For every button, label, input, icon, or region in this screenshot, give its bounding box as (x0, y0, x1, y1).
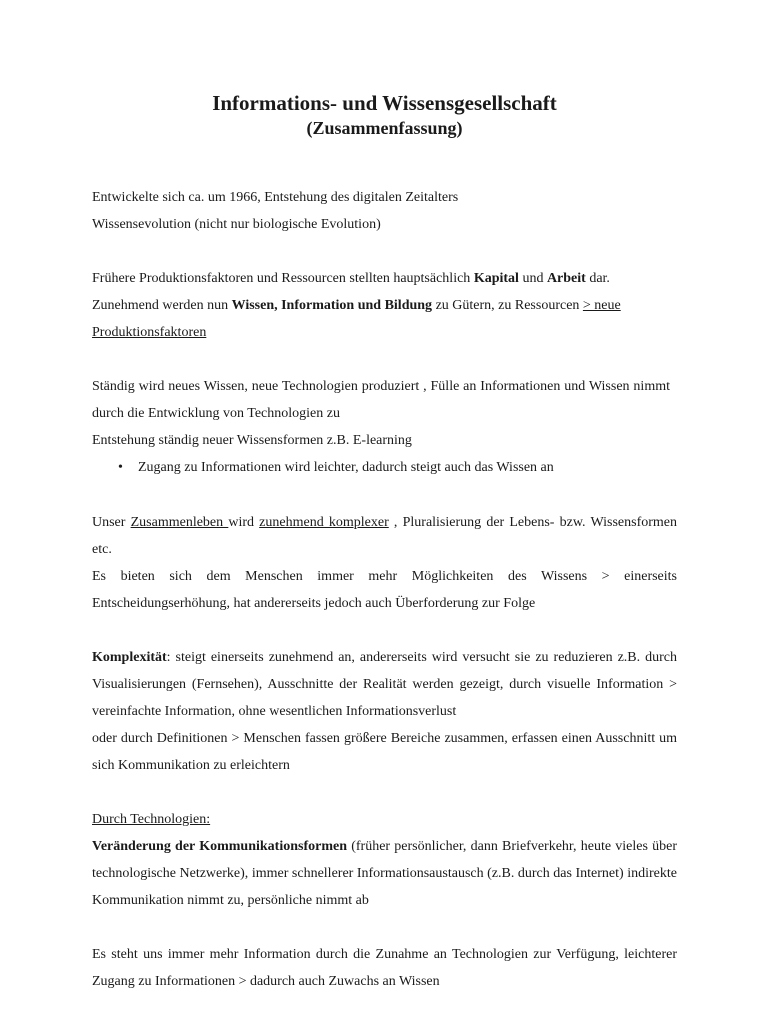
paragraph-living-together (92, 509, 677, 563)
paragraph-definitions: oder durch Definitionen > Menschen fassen größere Bereiche zusammen, erfassen einen Ausschnitt um sich Kommunikation zu erleichtern (92, 731, 677, 773)
paragraph-more-information: Es steht uns immer mehr Information durch die Zunahme an Technologien zur Verfügung, leichterer Zugang zu Informationen > dadurch auch Zuwachs an Wissen (92, 947, 677, 989)
paragraph-new-knowledge: Ständig wird neues Wissen, neue Technologien produziert , Fülle an Informationen und Wissen nimmt durch die Entwicklung von Technologien zu (92, 379, 670, 421)
paragraph-production-factors (92, 265, 677, 346)
paragraph-new-knowledge-forms: Entstehung ständig neuer Wissensformen z.B. E-learning (92, 433, 412, 448)
text-run: dar. (585, 271, 610, 286)
paragraph-communication-forms (92, 833, 677, 914)
text-run: , Pluralisierung der Lebens- bzw. Wissensformen etc. (92, 515, 678, 557)
text-run: Zunehmend werden nun (92, 298, 232, 313)
bold-arbeit: Arbeit (546, 271, 586, 286)
intro-line-1: Entwickelte sich ca. um 1966, Entstehung des digitalen Zeitalters (92, 190, 459, 205)
text-run: zu Gütern, zu Ressourcen (432, 298, 583, 313)
bullet-list (92, 454, 677, 482)
paragraph-complexity (92, 644, 677, 725)
document-page (92, 90, 677, 995)
bold-kommunikationsformen: Veränderung der Kommunikationsformen (92, 839, 347, 854)
section-heading-technologies: Durch Technologien: (92, 812, 211, 827)
underlined-zusammenleben: Zusammenleben (130, 515, 229, 530)
underlined-zunehmend-komplexer: zunehmend komplexer (259, 515, 389, 530)
document-title: Informations- und Wissensgesellschaft (212, 91, 557, 115)
text-run: (früher persönlicher, dann Briefverkehr, heute vieles über technologische Netzwerke), immer schnellerer Informationsaustausch (z.B. durch das Internet) indirekte Kommunikation nimmt zu, persönliche nimmt ab (92, 839, 677, 908)
text-run: Unser (92, 515, 131, 530)
text-run: Frühere Produktionsfaktoren und Ressourcen stellten hauptsächlich (92, 271, 474, 286)
bold-wissen-information-bildung: Wissen, Information und Bildung (231, 298, 433, 313)
document-subtitle: (Zusammenfassung) (306, 118, 463, 138)
intro-line-2: Wissensevolution (nicht nur biologische Evolution) (92, 217, 381, 232)
underlined-new-production-factors: > neue Produktionsfaktoren (92, 298, 621, 340)
paragraph-possibilities: Es bieten sich dem Menschen immer mehr Möglichkeiten des Wissens > einerseits Entscheidungserhöhung, hat andererseits jedoch auch Überforderung zur Folge (92, 569, 677, 611)
bold-komplexitaet: Komplexität (92, 650, 167, 665)
text-run: : steigt einerseits zunehmend an, andererseits wird versucht sie zu reduzieren z.B. durch Visualisierungen (Fernsehen), Ausschnitte der Realität werden gezeigt, durch visuelle Information > vereinfachte Information, ohne wesentlichen Informationsverlust (92, 650, 677, 719)
list-item: • Zugang zu Informationen wird leichter, dadurch steigt auch das Wissen an (138, 454, 677, 482)
text-run: wird (228, 515, 260, 530)
text-run: und (518, 271, 547, 286)
bold-kapital: Kapital (473, 271, 519, 286)
